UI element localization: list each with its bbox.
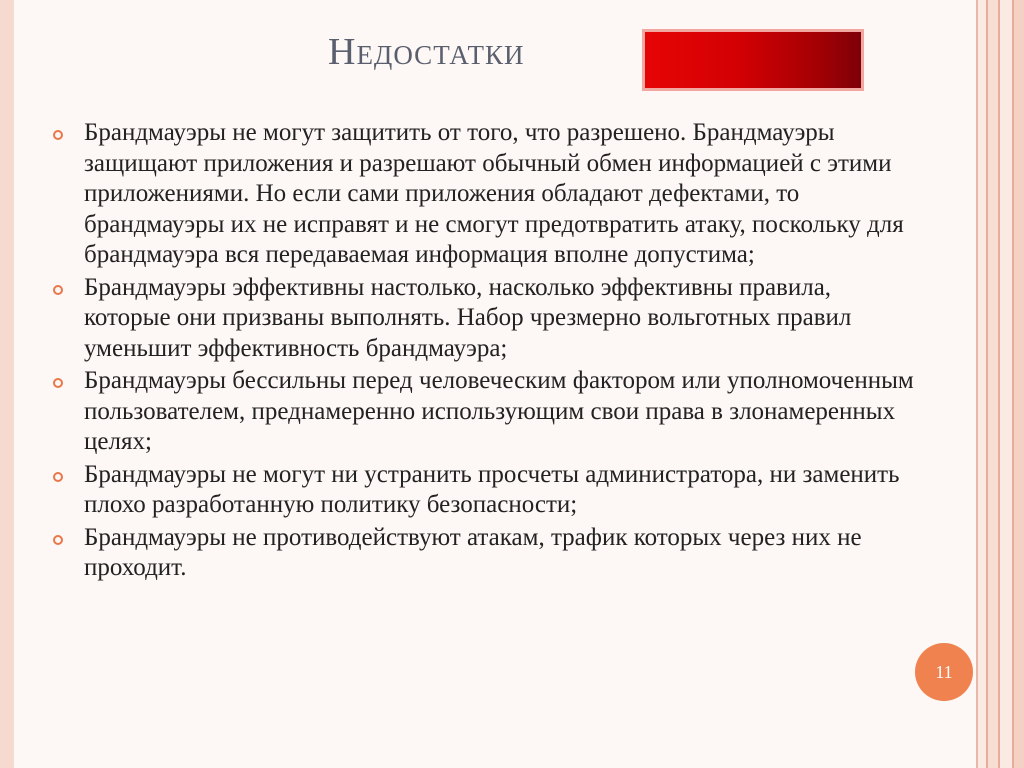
list-item <box>52 460 922 521</box>
list-item-text: Брандмауэры бессильны перед человеческим фактором или уполномоченным пользователем, преднамеренно использующим свои права в злонамеренных целях; <box>84 367 914 455</box>
right-border-stripe <box>978 0 986 768</box>
ring-bullet-icon <box>53 285 63 295</box>
list-item-text: Брандмауэры эффективны настолько, насколько эффективны правила, которые они призваны выполнять. Набор чрезмерно вольготных правил уменьшит эффективность брандмауэра; <box>84 273 852 362</box>
list-item <box>52 523 922 584</box>
right-border-stripe <box>1014 0 1024 768</box>
title-accent-block <box>642 29 864 91</box>
list-item <box>52 366 922 458</box>
ring-bullet-icon <box>53 472 63 482</box>
ring-bullet-icon <box>53 130 63 140</box>
list-item-text: Брандмауэры не могут защитить от того, что разрешено. Брандмауэры защищают приложения и разрешают обычный обмен информацией с этими приложениями. Но если сами приложения обладают дефектами, то брандмауэры их не исправят и не смогут предотвратить атаку, поскольку для брандмауэра вся передаваемая информация вполне допустима; <box>84 119 904 268</box>
page-number-badge: 11 <box>915 643 973 701</box>
ring-bullet-icon <box>53 535 63 545</box>
ring-bullet-icon <box>53 378 63 388</box>
list-item <box>52 273 922 365</box>
list-item-text: Брандмауэры не могут ни устранить просчеты администратора, ни заменить плохо разработанную политику безопасности; <box>84 460 900 518</box>
bullet-list <box>52 118 922 586</box>
list-item-text: Брандмауэры не противодействуют атакам, трафик которых через них не проходит. <box>84 523 862 581</box>
right-border-stripe <box>988 0 998 768</box>
slide-title: Недостатки <box>328 31 525 73</box>
right-border-stripe <box>1000 0 1012 768</box>
list-item <box>52 118 922 271</box>
